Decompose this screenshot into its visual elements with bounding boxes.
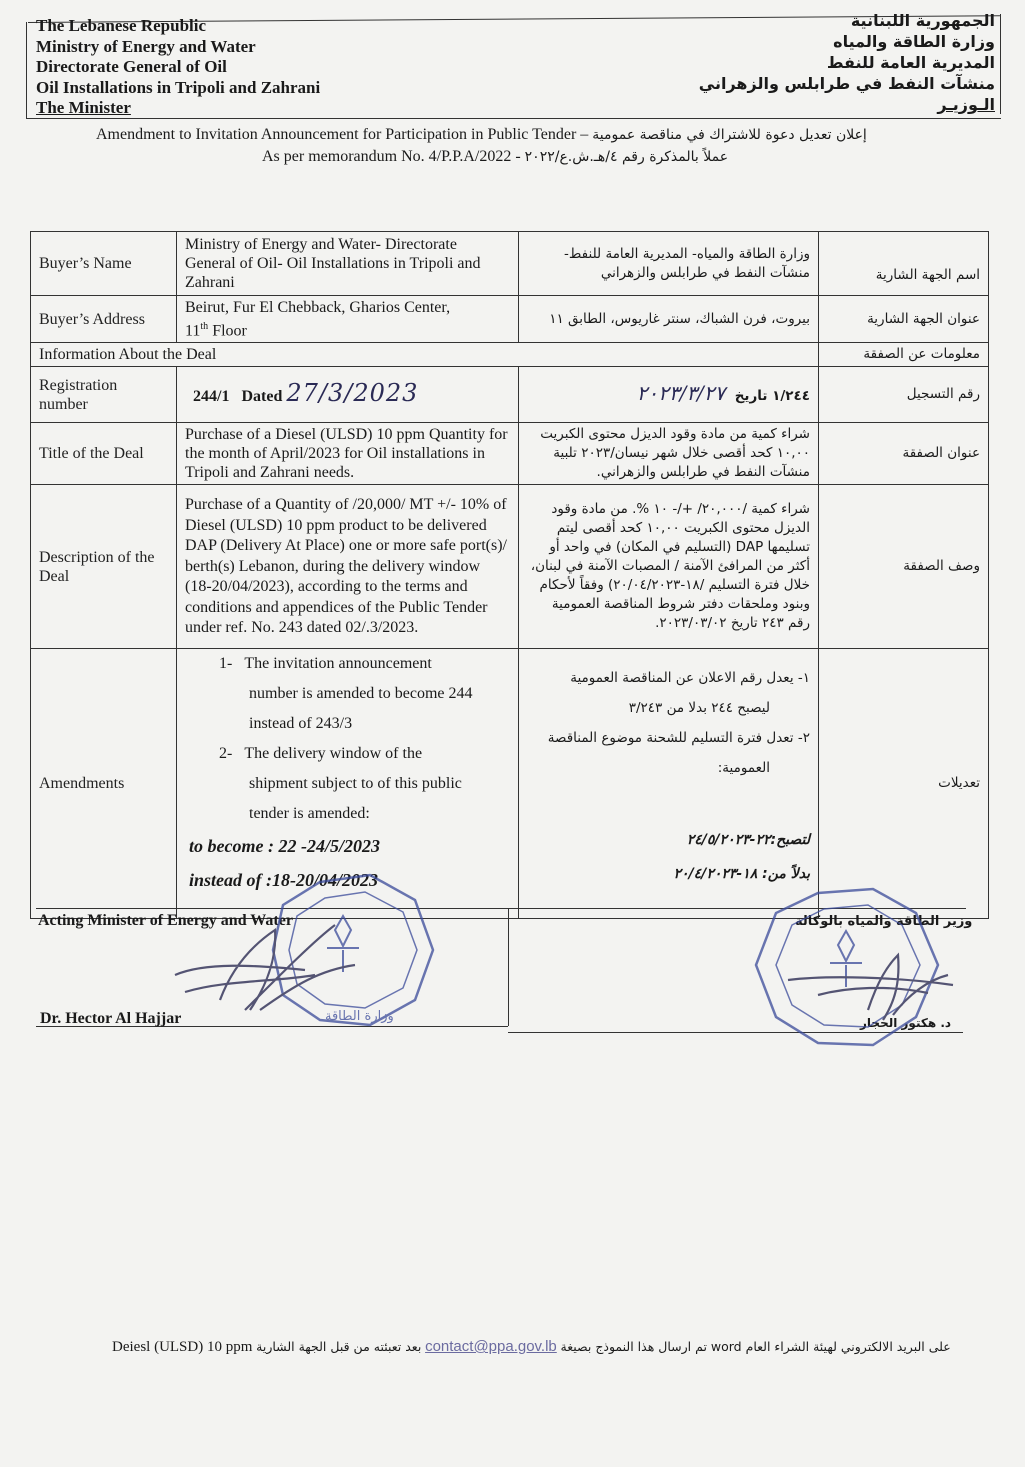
amendment-item-1-line: The invitation announcement (244, 655, 432, 673)
buyer-address-floor-num: 11 (185, 322, 201, 340)
amendments-value-ar (519, 649, 819, 919)
document-title-en: Amendment to Invitation Announcement for Participation in Public Tender – (96, 126, 589, 143)
letterhead-en-minister: The Minister (36, 98, 131, 117)
memo-reference-en: As per memorandum No. 4/P.P.A/2022 - (262, 148, 521, 165)
buyer-address-value-en (177, 296, 519, 343)
title-label-en: Title of the Deal (31, 423, 177, 485)
amendment-item-2 (185, 739, 510, 769)
table-row-buyer-address (31, 296, 989, 343)
buyer-address-floor-sup: th (200, 321, 209, 332)
description-label-ar: وصف الصفقة (819, 485, 989, 649)
buyer-address-label-ar: عنوان الجهة الشارية (819, 296, 989, 343)
buyer-address-street: Beirut, Fur El Chebback, Gharios Center, (185, 299, 451, 316)
amendment-new-window-ar: لتصبح:٢٢-٢٤/٥/٢٠٢٣ (686, 832, 810, 849)
table-row-title (31, 423, 989, 485)
buyer-address-label-en: Buyer’s Address (31, 296, 177, 343)
amendments-label-en: Amendments (31, 649, 177, 919)
memo-reference-ar: عملاً بالمذكرة رقم ٤/هـ.ش.ع/٢٠٢٢ (524, 149, 729, 165)
letterhead-ar-line: وزارة الطاقة والمياه (833, 32, 995, 51)
letterhead-en-line: Directorate General of Oil (36, 57, 227, 76)
amendments-label-ar: تعديلات (819, 649, 989, 919)
amendment-item-2-line: The delivery window of the (244, 745, 423, 763)
amendment-old-window-ar: بدلاً من: ١٨-٢٠/٤/٢٠٢٣ (673, 866, 810, 883)
ministry-seal-right (748, 885, 978, 1055)
letterhead-ar-line: الجمهورية اللبنانية (850, 11, 995, 30)
document-title-ar: إعلان تعديل دعوة للاشتراك في مناقصة عمومية (592, 127, 867, 143)
amendments-list-ar (527, 663, 810, 891)
description-label-en: Description of the Deal (31, 485, 177, 649)
memo-reference (262, 148, 728, 166)
registration-label-en: Registration number (31, 367, 177, 423)
letterhead-en-line: Ministry of Energy and Water (36, 36, 256, 56)
buyer-name-label-en: Buyer’s Name (31, 232, 177, 296)
header-left-line (26, 22, 27, 118)
letterhead-ar-line: المديرية العامة للنفط (826, 53, 995, 72)
amendment-item-2-num: 2- (219, 745, 233, 763)
amendment-new-window-en: to become : 22 -24/5/2023 (189, 836, 380, 857)
footer-note (112, 1338, 951, 1356)
letterhead-ar (699, 10, 995, 115)
amendment-item-1-line: instead of 243/3 (249, 715, 353, 733)
registration-date-handwritten: 27/3/2023 (286, 378, 419, 407)
registration-date-handwritten-ar: ٢٠٢٣/٣/٢٧ (636, 380, 726, 405)
registration-dated: Dated (241, 387, 283, 405)
description-value-ar: شراء كمية /٢٠,٠٠٠/ +/- ١٠ %. من مادة وقود الديزل محتوى الكبريت ١٠,٠٠ كحد أقصى ليتم تسليمها DAP (التسليم في المكان) في واحد أو أكثر من المرافئ الآمنة / المصبات الآمنة في لبنان، خلال فترة التسليم /١٨-٢٠/٠٤/٢٠٢٣) وفقاً لأحكام وبنود وملحقات دفتر شروط المناقصة العمومية رقم ٢٤٣ تاريخ ٢٠٢٣/٠٣/٠٢. (519, 485, 819, 649)
registration-number: 244/1 (193, 387, 230, 405)
amendment-item-1-line: number is amended to become 244 (249, 685, 473, 703)
amendment-item-2-line: tender is amended: (249, 805, 370, 823)
seal-text: وزارة الطاقة (325, 1009, 394, 1024)
footer-ar-pre: تم ارسال هذا النموذج بصيغة word على البريد الالكتروني لهيئة الشراء العام (560, 1339, 951, 1354)
registration-value-en (177, 367, 519, 423)
signatory-name-ar: د. هكتور الحجار (860, 1016, 952, 1030)
amendment-item-2-ar-line: العمومية: (717, 760, 770, 777)
amendment-item-1-ar-line: ليصبح ٢٤٤ بدلا من ٣/٢٤٣ (628, 700, 770, 717)
registration-number-ar: ١/٢٤٤ تاريخ (734, 387, 810, 404)
signatory-title-en: Acting Minister of Energy and Water (38, 912, 293, 929)
letterhead-en-line: The Lebanese Republic (36, 16, 207, 35)
buyer-address-value-ar: بيروت، فرن الشباك، سنتر غاريوس، الطابق ١١ (519, 296, 819, 343)
document-title (96, 126, 867, 144)
footer-ar-post: بعد تعبئته من قبل الجهة الشارية (256, 1339, 422, 1354)
signatory-title-ar: وزير الطاقة والمياه بالوكالة (795, 914, 973, 929)
amendment-item-1-num: 1- (219, 655, 233, 673)
table-row-info (31, 343, 989, 367)
amendment-item-1-ar: ١- يعدل رقم الاعلان عن المناقصة العمومية (570, 670, 810, 687)
footer-en: Deiesl (ULSD) 10 ppm (112, 1339, 253, 1355)
info-label-ar: معلومات عن الصفقة (819, 343, 989, 367)
letterhead-ar-line: منشآت النفط في طرابلس والزهراني (698, 74, 995, 93)
deal-table (30, 231, 989, 919)
letterhead-ar-minister: الـوزيـر (937, 95, 995, 114)
letterhead-en-line: Oil Installations in Tripoli and Zahrani (36, 77, 321, 97)
title-value-ar: شراء كمية من مادة وقود الديزل محتوى الكبريت ١٠,٠٠ كحد أقصى خلال شهر نيسان/٢٠٢٣ تلبية منشآت النفط في طرابلس والزهراني. (519, 423, 819, 485)
title-label-ar: عنوان الصفقة (819, 423, 989, 485)
header-right-line (1000, 14, 1001, 114)
amendment-item-2-line: shipment subject to of this public (249, 775, 462, 793)
title-value-en: Purchase of a Diesel (ULSD) 10 ppm Quantity for the month of April/2023 for Oil installations in Tripoli and Zahrani needs. (177, 423, 519, 485)
amendment-old-window-en: instead of :18-20/04/2023 (189, 870, 378, 891)
signatory-name-en: Dr. Hector Al Hajjar (40, 1010, 182, 1027)
registration-value-ar (519, 367, 819, 423)
registration-label-ar: رقم التسجيل (819, 367, 989, 423)
amendments-list-en (185, 649, 510, 897)
info-label-en: Information About the Deal (31, 343, 819, 367)
table-row-buyer-name (31, 232, 989, 296)
amendment-item-1 (185, 649, 510, 679)
buyer-name-value-ar: وزارة الطاقة والمياه- المديرية العامة للنفط- منشآت النفط في طرابلس والزهراني (519, 232, 819, 296)
amendment-spacer (527, 783, 810, 823)
buyer-address-floor-word: Floor (212, 322, 247, 340)
buyer-name-value-en: Ministry of Energy and Water- Directorate General of Oil- Oil Installations in Tripoli and Zahrani (177, 232, 519, 296)
table-row-registration (31, 367, 989, 423)
footer-email-link[interactable]: contact@ppa.gov.lb (425, 1338, 557, 1355)
letterhead-en (36, 16, 320, 119)
description-value-en: Purchase of a Quantity of /20,000/ MT +/- 10% of Diesel (ULSD) 10 ppm product to be delivered DAP (Delivery At Place) one or more safe port(s)/ berth(s) Lebanon, during the delivery window (18-20/04/2023), according to the terms and conditions and appendices of the Public Tender under ref. No. 243 dated 02/.3/2023. (177, 485, 519, 649)
table-row-description (31, 485, 989, 649)
ministry-seal-left (165, 870, 440, 1030)
buyer-name-label-ar: اسم الجهة الشارية (819, 232, 989, 296)
signature-divider (508, 908, 509, 1026)
amendment-item-2-ar: ٢- تعدل فترة التسليم للشحنة موضوع المناقصة (547, 730, 810, 747)
